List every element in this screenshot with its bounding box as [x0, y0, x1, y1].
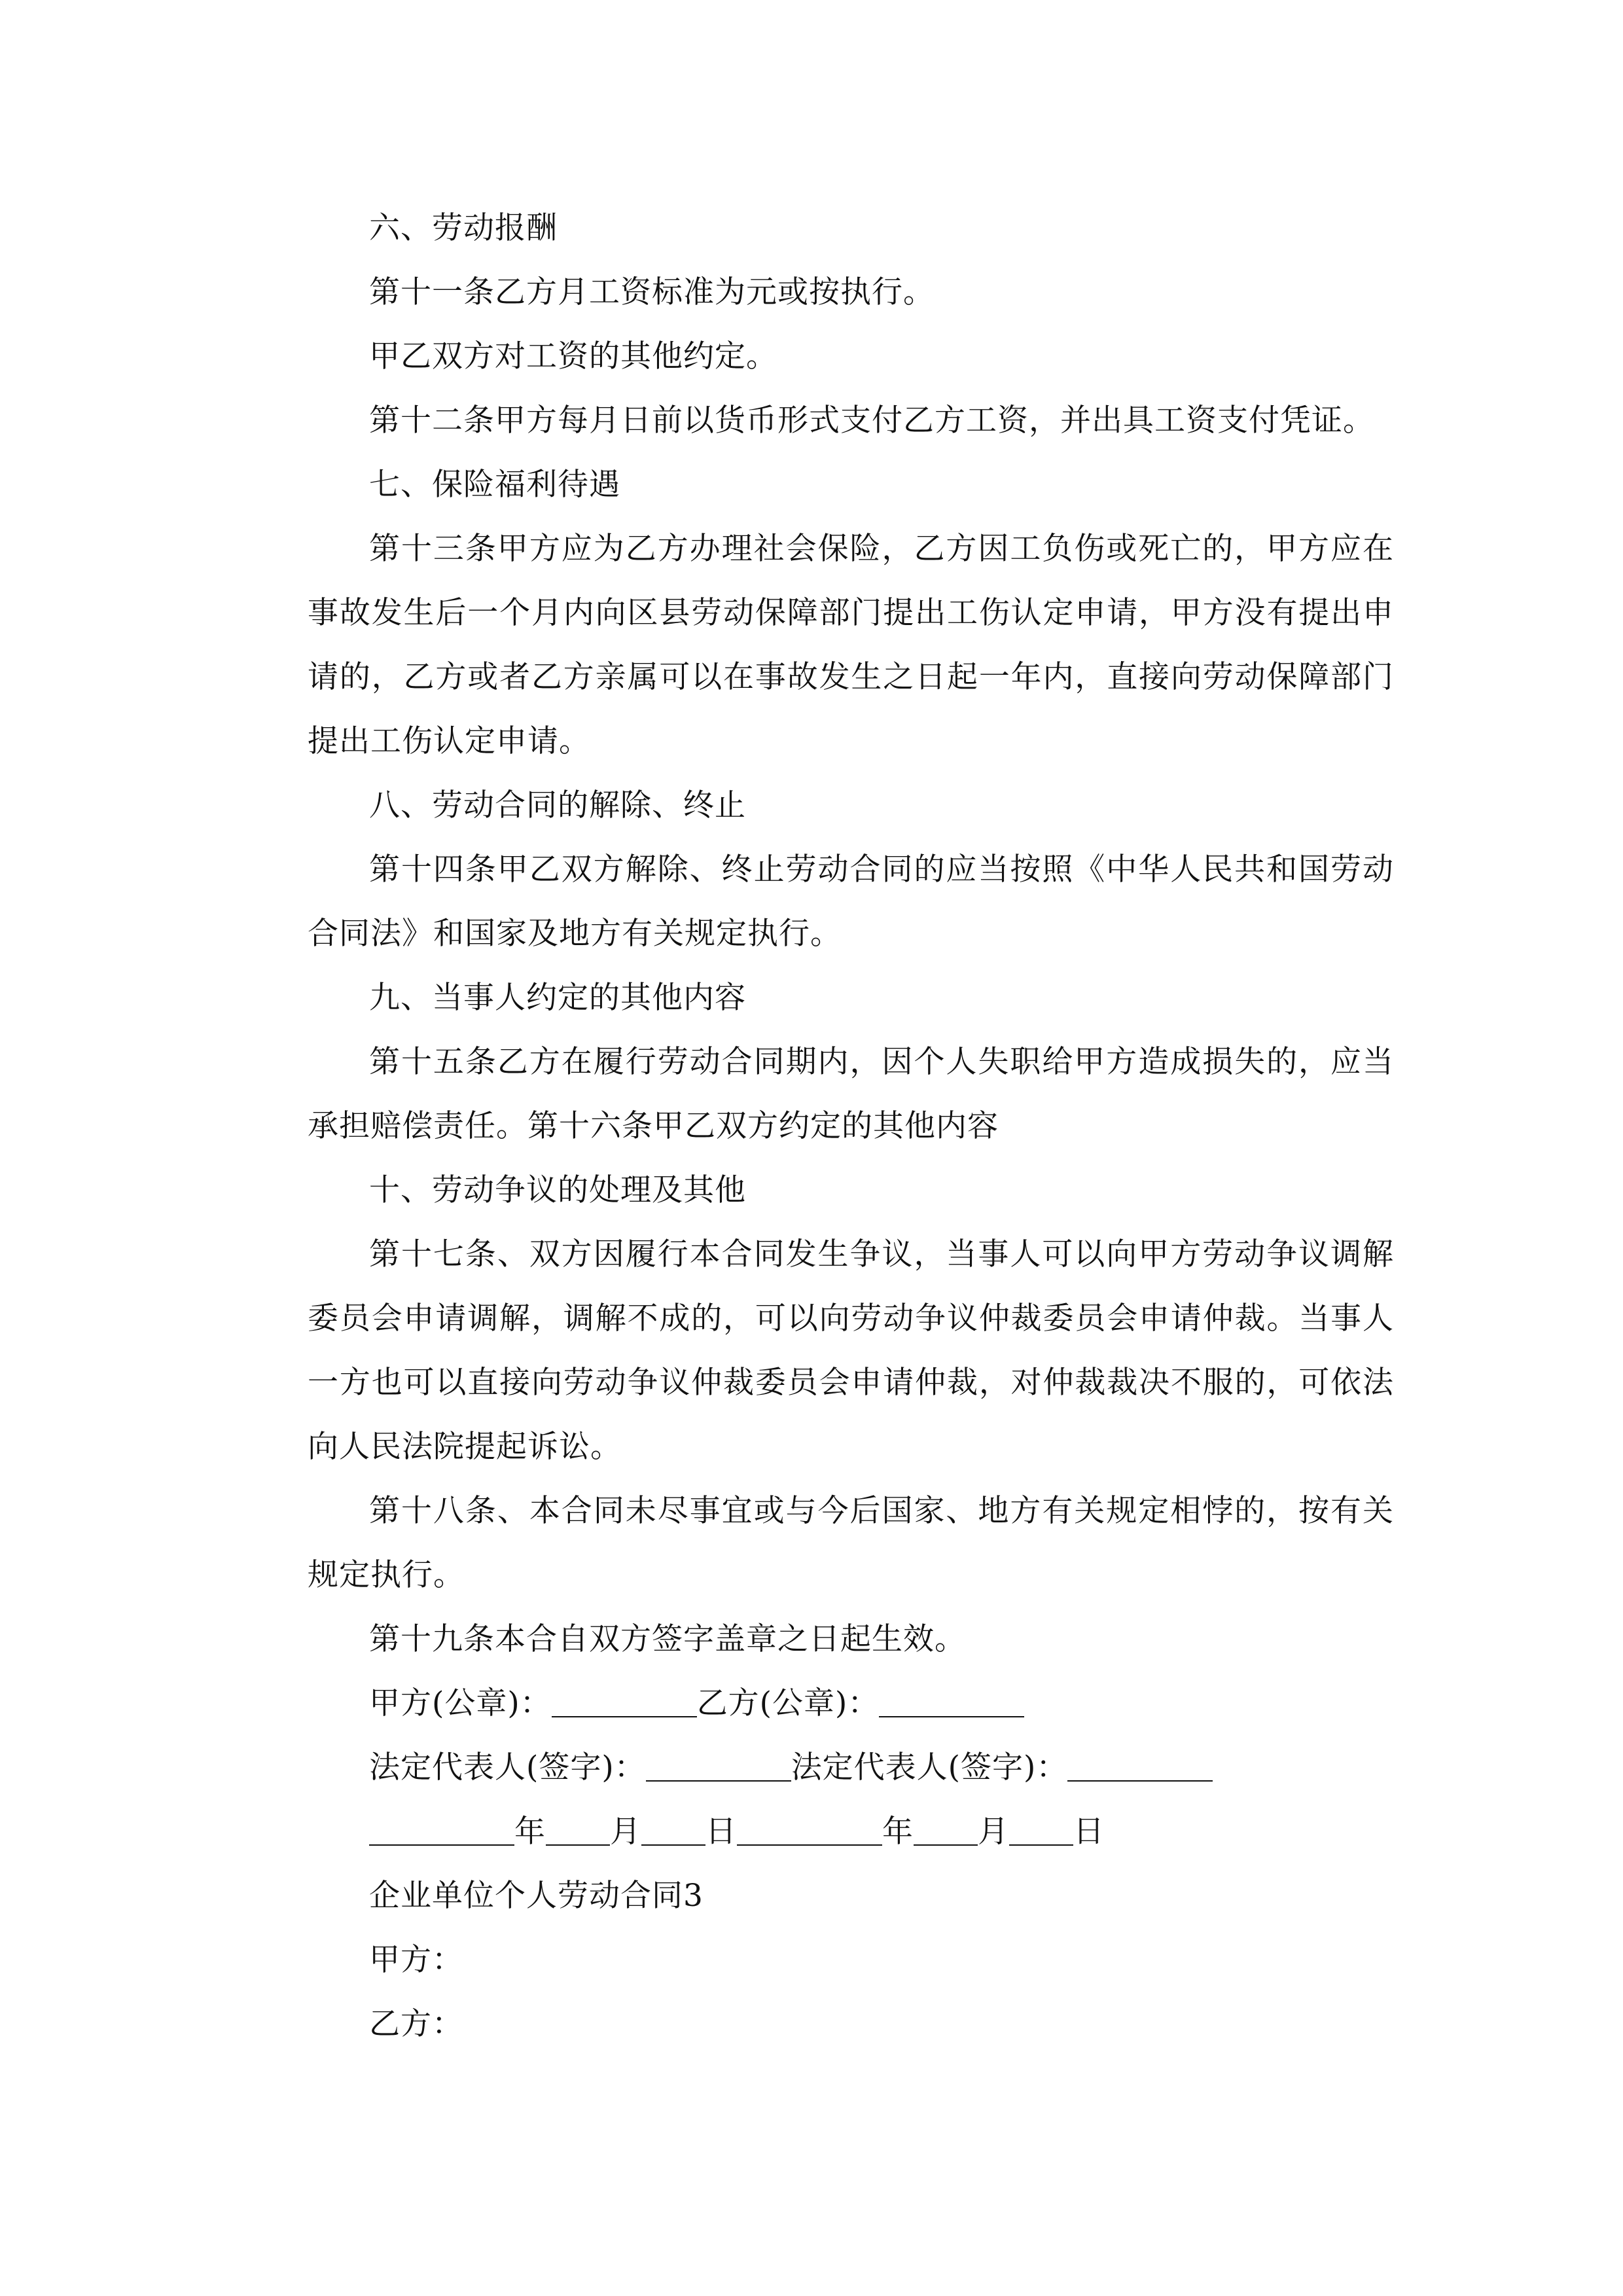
article-14: 第十四条甲乙双方解除、终止劳动合同的应当按照《中华人民共和国劳动合同法》和国家及地方有关规定执行。: [308, 852, 1394, 952]
wage-other-agreement: 甲乙双方对工资的其他约定。: [369, 338, 777, 374]
date-a-year-blank[interactable]: [369, 1813, 514, 1846]
legal-rep-a-blank[interactable]: [646, 1749, 791, 1782]
section-heading-other-content: 九、当事人约定的其他内容: [369, 980, 746, 1016]
date-b-day-blank[interactable]: [1009, 1813, 1073, 1846]
article-17: 第十七条、双方因履行本合同发生争议，当事人可以向甲方劳动争议调解委员会申请调解，调解不成的，可以向劳动争议仲裁委员会申请仲裁。当事人一方也可以直接向劳动争议仲裁委员会申请仲裁，对仲裁裁决不服的，可依法向人民法院提起诉讼。: [308, 1236, 1394, 1465]
legal-rep-line: [308, 1736, 1394, 1800]
article-13: 第十三条甲方应为乙方办理社会保险，乙方因工负伤或死亡的，甲方应在事故发生后一个月内向区县劳动保障部门提出工伤认定申请，甲方没有提出申请的，乙方或者乙方亲属可以在事故发生之日起一年内，直接向劳动保障部门提出工伤认定申请。: [308, 531, 1394, 759]
next-contract-title: 企业单位个人劳动合同3: [369, 1878, 704, 1914]
date-b-day-label: 日: [1073, 1814, 1105, 1850]
section-heading-remuneration: 六、劳动报酬: [369, 210, 558, 246]
date-b-month-blank[interactable]: [914, 1813, 978, 1846]
legal-rep-b-label: 法定代表人(签字)：: [791, 1749, 1068, 1785]
section-heading-dispute: 十、劳动争议的处理及其他: [369, 1172, 746, 1208]
date-a-year-label: 年: [514, 1814, 546, 1850]
legal-rep-b-blank[interactable]: [1067, 1749, 1213, 1782]
article-11: 第十一条乙方月工资标准为元或按执行。: [369, 274, 935, 310]
party-b-seal-label: 乙方(公章)：: [696, 1685, 880, 1721]
date-b-year-label: 年: [882, 1814, 914, 1850]
date-b-year-blank[interactable]: [737, 1813, 882, 1846]
legal-rep-a-label: 法定代表人(签字)：: [369, 1749, 646, 1785]
next-contract-party-b: 乙方：: [369, 2006, 463, 2042]
date-a-month-label: 月: [610, 1814, 641, 1850]
seal-line: [308, 1672, 1394, 1736]
article-19: 第十九条本合自双方签字盖章之日起生效。: [369, 1621, 966, 1657]
date-b-month-label: 月: [978, 1814, 1009, 1850]
date-a-day-label: 日: [705, 1814, 737, 1850]
date-a-day-blank[interactable]: [641, 1813, 705, 1846]
article-15-16: 第十五条乙方在履行劳动合同期内，因个人失职给甲方造成损失的，应当承担赔偿责任。第十六条甲乙双方约定的其他内容: [308, 1044, 1394, 1144]
article-12: 第十二条甲方每月日前以货币形式支付乙方工资，并出具工资支付凭证。: [369, 403, 1374, 439]
section-heading-termination: 八、劳动合同的解除、终止: [369, 787, 746, 823]
date-a-month-blank[interactable]: [546, 1813, 610, 1846]
contract-body: [308, 196, 1394, 2056]
party-a-seal-blank[interactable]: [552, 1685, 697, 1717]
next-contract-party-a: 甲方：: [369, 1942, 463, 1978]
party-a-seal-label: 甲方(公章)：: [369, 1685, 552, 1721]
article-18: 第十八条、本合同未尽事宜或与今后国家、地方有关规定相悖的，按有关规定执行。: [308, 1493, 1394, 1593]
date-line: [308, 1800, 1394, 1864]
section-heading-insurance: 七、保险福利待遇: [369, 467, 620, 503]
party-b-seal-blank[interactable]: [879, 1685, 1024, 1717]
